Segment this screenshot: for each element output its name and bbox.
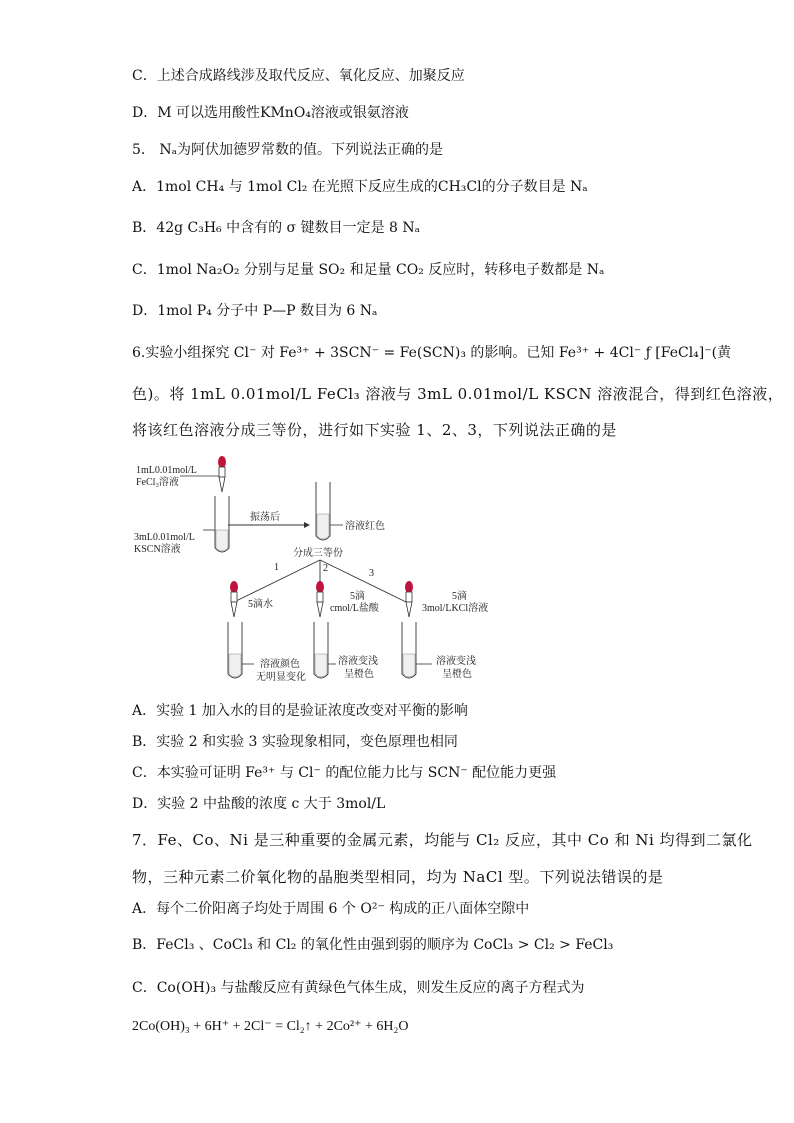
ionic-equation: 2Co(OH)₃ + 6H⁺ + 2Cl⁻ = Cl₂↑ + 2Co²⁺ + 6H₂O — [132, 1019, 409, 1034]
question-7-stem-2: 物，三种元素二价氧化物的晶胞类型相同，均为 NaCl 型。下列说法错误的是 — [132, 868, 664, 886]
dropper-water — [230, 581, 238, 617]
option-d-prev: D．M 可以选用酸性KMnO₄溶液或银氨溶液 — [132, 105, 409, 121]
reagent-2a-label: 5滴 — [350, 591, 365, 602]
branch-1-label: 1 — [274, 562, 279, 573]
result-3a-label: 溶液变浅 — [436, 656, 476, 667]
question-7-option-c: C．Co(OH)₃ 与盐酸反应有黄绿色气体生成，则发生反应的离子方程式为 — [132, 980, 585, 996]
reagent-3a-label: 5滴 — [452, 591, 467, 602]
tube-kscn — [215, 496, 229, 552]
result-2b-label: 呈橙色 — [344, 669, 374, 680]
question-7-option-a: A．每个二价阳离子均处于周围 6 个 O²⁻ 构成的正八面体空隙中 — [132, 901, 530, 917]
question-6-stem-3: 将该红色溶液分成三等份，进行如下实验 1、2、3，下列说法正确的是 — [132, 421, 617, 439]
question-6-option-c: C．本实验可证明 Fe³⁺ 与 Cl⁻ 的配位能力比与 SCN⁻ 配位能力更强 — [132, 765, 557, 781]
fecl3-label-2: FeCl₃溶液 — [136, 477, 179, 488]
kscn-label-1: 3mL0.01mol/L — [134, 532, 195, 543]
red-solution-label: 溶液红色 — [345, 521, 385, 532]
tube-red-solution — [316, 482, 330, 540]
result-2a-label: 溶液变浅 — [338, 656, 378, 667]
reagent-3b-label: 3mol/LKCl溶液 — [422, 603, 489, 614]
dropper-kcl — [405, 581, 413, 617]
question-6-stem-1: 6.实验小组探究 Cl⁻ 对 Fe³⁺ + 3SCN⁻ = Fe(SCN)₃ 的影响。已知 Fe³⁺ + 4Cl⁻ ƒ [FeCl₄]⁻(黄 — [132, 345, 732, 361]
result-1a-label: 溶液颜色 — [260, 659, 300, 670]
tube-result-1 — [228, 622, 242, 678]
experiment-diagram — [130, 452, 510, 692]
shake-label: 振荡后 — [250, 512, 280, 523]
question-6-option-a: A．实验 1 加入水的目的是验证浓度改变对平衡的影响 — [132, 703, 468, 719]
tube-result-2 — [314, 622, 328, 678]
tube-result-3 — [402, 622, 416, 678]
kscn-label-2: KSCN溶液 — [134, 544, 181, 555]
reagent-1-label: 5滴水 — [248, 599, 273, 610]
reagent-2b-label: cmol/L盐酸 — [330, 603, 379, 614]
split-label: 分成三等份 — [293, 548, 343, 559]
question-6-option-d: D．实验 2 中盐酸的浓度 c 大于 3mol/L — [132, 796, 386, 812]
question-5-option-c: C．1mol Na₂O₂ 分别与足量 SO₂ 和足量 CO₂ 反应时，转移电子数都是 Nₐ — [132, 262, 605, 278]
question-6-stem-2: 色)。将 1mL 0.01mol/L FeCl₃ 溶液与 3mL 0.01mol/L KSCN 溶液混合，得到红色溶液， — [132, 385, 784, 403]
branch-2-label: 2 — [323, 563, 328, 574]
question-5-stem: 5． Nₐ为阿伏加德罗常数的值。下列说法正确的是 — [132, 142, 444, 158]
result-3b-label: 呈橙色 — [442, 669, 472, 680]
question-7-option-b: B．FeCl₃ 、CoCl₃ 和 Cl₂ 的氧化性由强到弱的顺序为 CoCl₃ > Cl₂ > FeCl₃ — [132, 937, 614, 953]
branch-3-label: 3 — [369, 568, 374, 579]
dropper-fecl3 — [218, 456, 226, 492]
option-5c-prev: C．上述合成路线涉及取代反应、氧化反应、加聚反应 — [132, 68, 465, 84]
question-5-option-b: B．42g C₃H₆ 中含有的 σ 键数目一定是 8 Nₐ — [132, 220, 421, 236]
dropper-hcl — [316, 581, 324, 617]
question-6-option-b: B．实验 2 和实验 3 实验现象相同，变色原理也相同 — [132, 734, 458, 750]
fecl3-label-1: 1mL0.01mol/L — [136, 465, 197, 476]
question-5-option-a: A．1mol CH₄ 与 1mol Cl₂ 在光照下反应生成的CH₃Cl的分子数目是 Nₐ — [132, 179, 588, 195]
question-5-option-d: D．1mol P₄ 分子中 P—P 数目为 6 Nₐ — [132, 303, 378, 319]
result-1b-label: 无明显变化 — [256, 672, 306, 683]
question-7-stem-1: 7．Fe、Co、Ni 是三种重要的金属元素，均能与 Cl₂ 反应，其中 Co 和 Ni 均得到二氯化 — [132, 831, 753, 849]
